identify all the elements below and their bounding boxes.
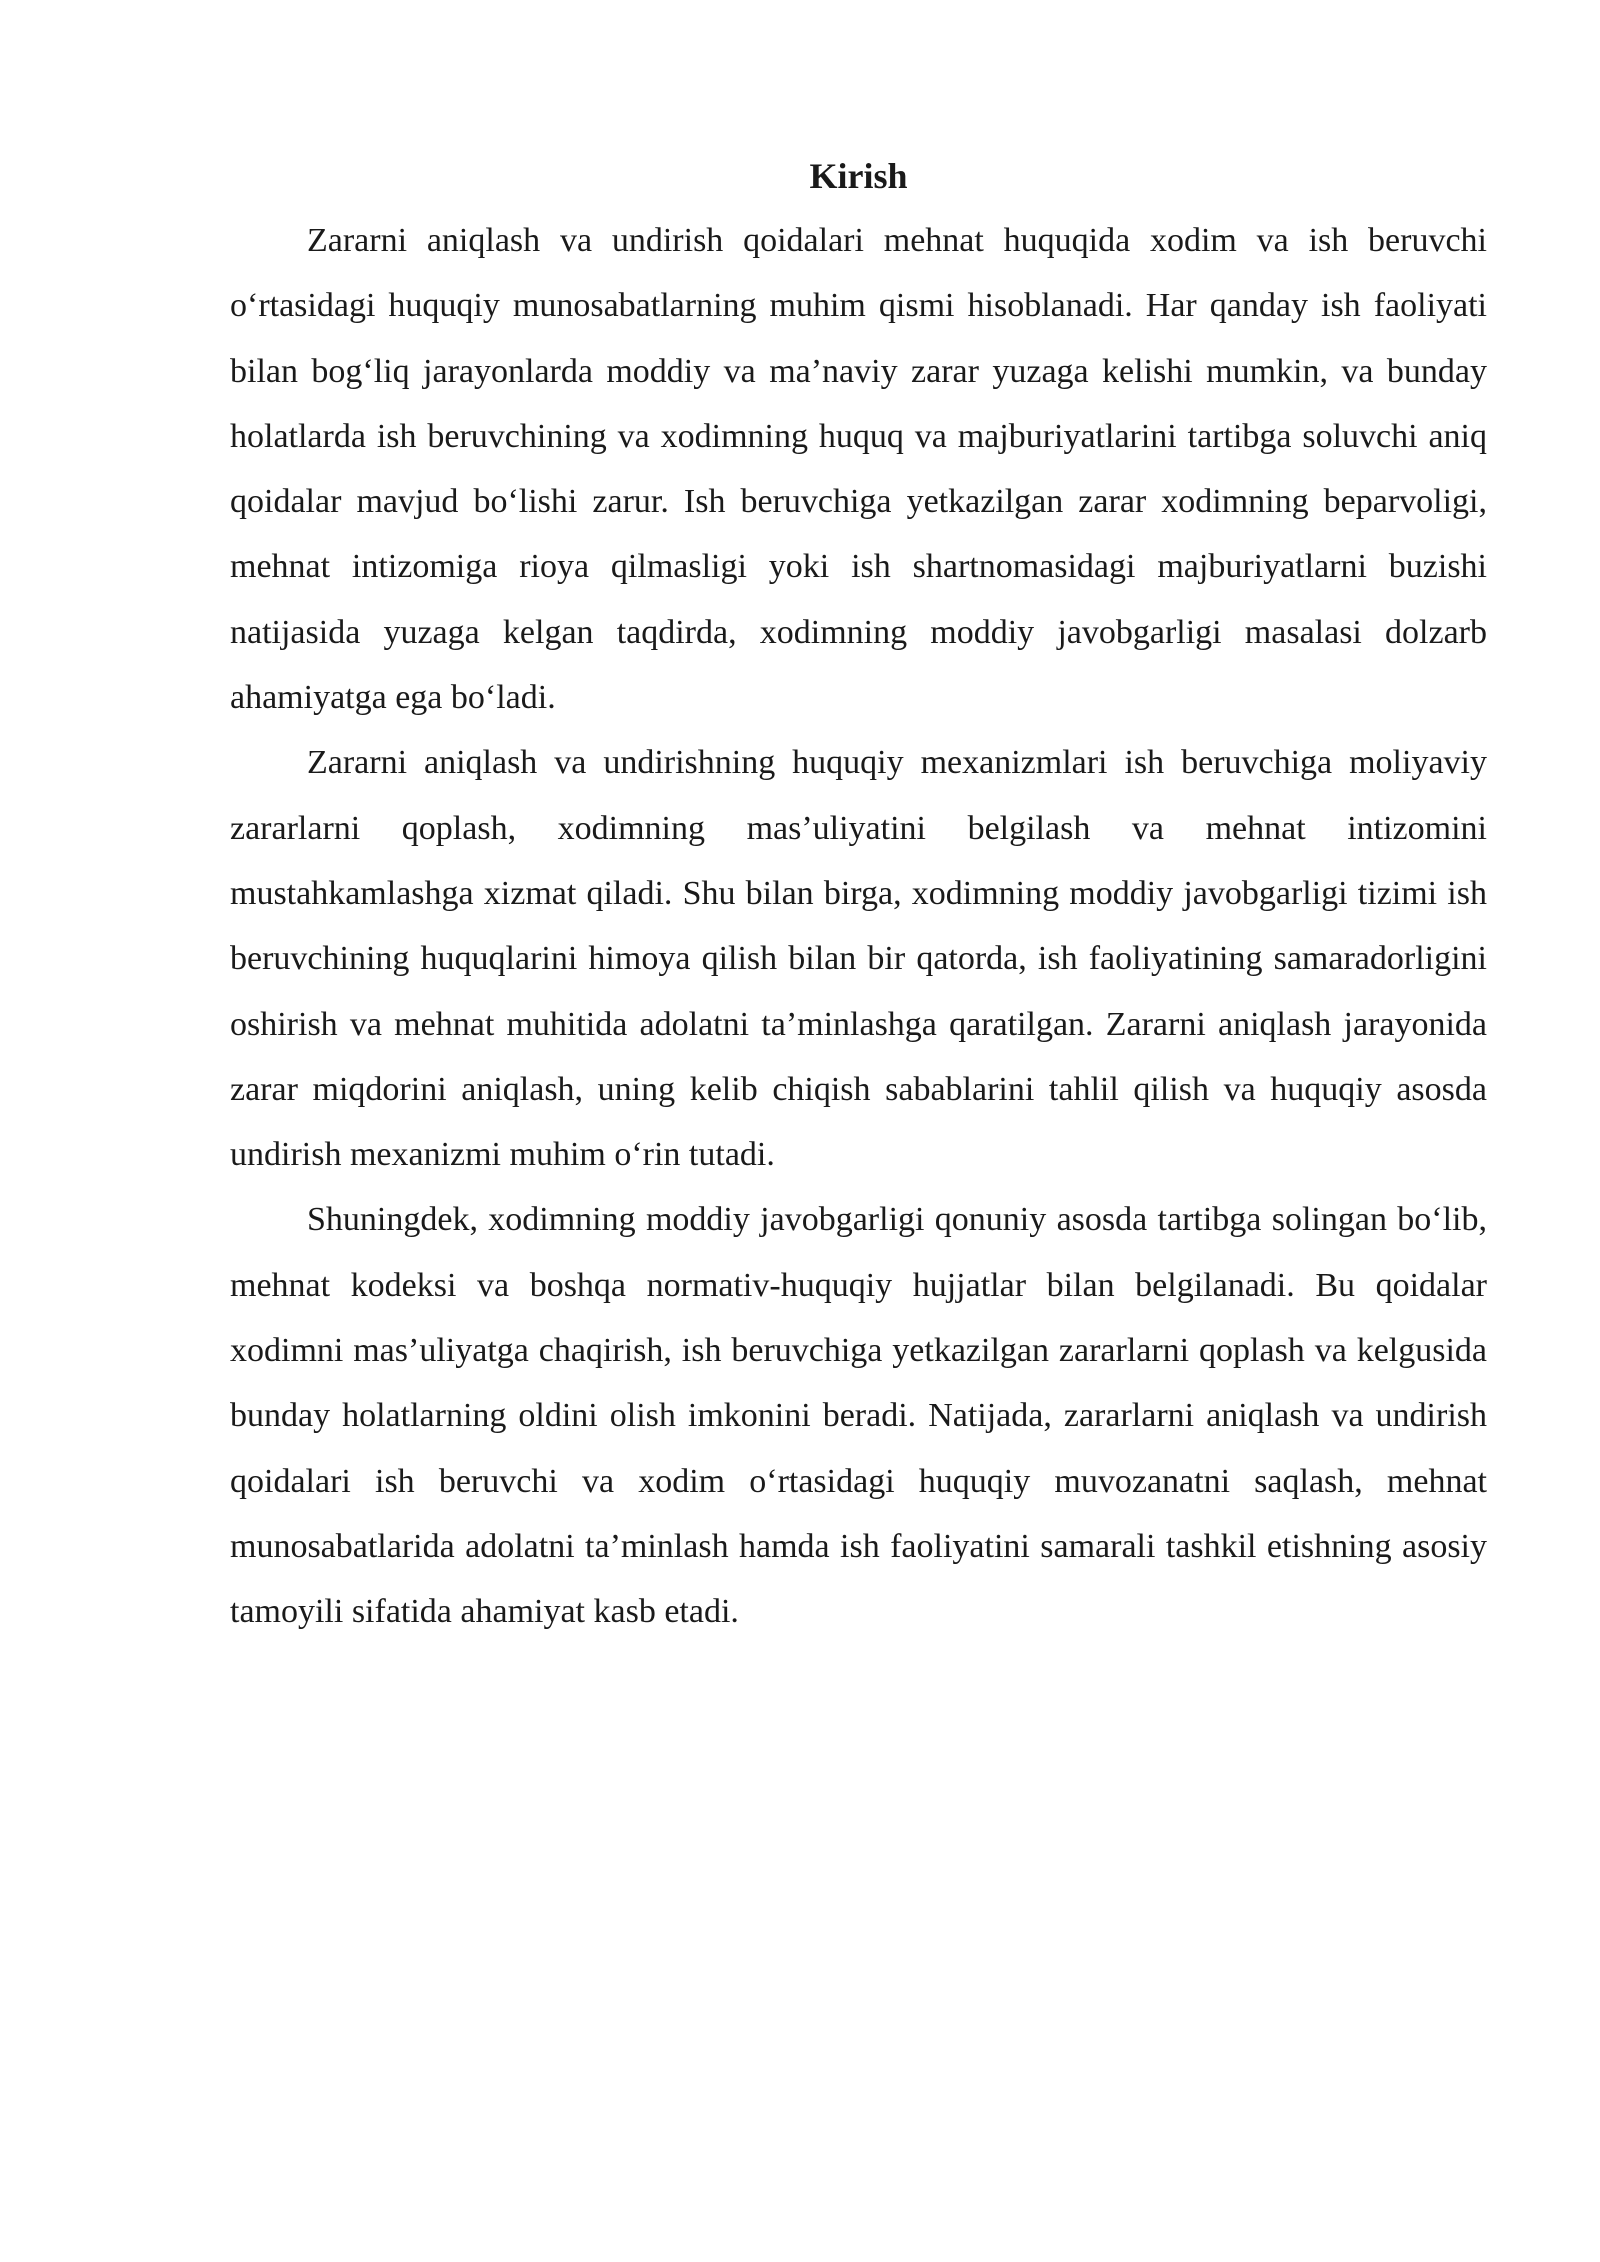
paragraph-1: Zararni aniqlash va undirish qoidalari mehnat huquqida xodim va ish beruvchi o‘rtasidagi huquqiy munosabatlarning muhim qismi hisoblanadi. Har qanday ish faoliyati bilan bog‘liq jarayonlarda moddiy va ma’naviy zarar yuzaga kelishi mumkin, va bunday holatlarda ish beruvchining va xodimning huquq va majburiyatlarini tartibga soluvchi aniq qoidalar mavjud bo‘lishi zarur. Ish beruvchiga yetkazilgan zarar xodimning beparvoligi, mehnat intizomiga rioya qilmasligi yoki ish shartnomasidagi majburiyatlarni buzishi natijasida yuzaga kelgan taqdirda, xodimning moddiy javobgarligi masalasi dolzarb ahamiyatga ega bo‘ladi.	[230, 222, 1487, 717]
page-title: Kirish	[809, 156, 908, 196]
paragraph-3: Shuningdek, xodimning moddiy javobgarligi qonuniy asosda tartibga solingan bo‘lib, mehnat kodeksi va boshqa normativ-huquqiy hujjatlar bilan belgilanadi. Bu qoidalar xodimni mas’uliyatga chaqirish, ish beruvchiga yetkazilgan zararlarni qoplash va kelgusida bunday holatlarning oldini olish imkonini beradi. Natijada, zararlarni aniqlash va undirish qoidalari ish beruvchi va xodim o‘rtasidagi huquqiy muvozanatni saqlash, mehnat munosabatlarida adolatni ta’minlash hamda ish faoliyatini samarali tashkil etishning asosiy tamoyili sifatida ahamiyat kasb etadi.	[230, 1201, 1487, 1631]
document-body	[230, 150, 1487, 1645]
paragraph-2: Zararni aniqlash va undirishning huquqiy mexanizmlari ish beruvchiga moliyaviy zararlarni qoplash, xodimning mas’uliyatini belgilash va mehnat intizomini mustahkamlashga xizmat qiladi. Shu bilan birga, xodimning moddiy javobgarligi tizimi ish beruvchining huquqlarini himoya qilish bilan bir qatorda, ish faoliyatining samaradorligini oshirish va mehnat muhitida adolatni ta’minlashga qaratilgan. Zararni aniqlash jarayonida zarar miqdorini aniqlash, uning kelib chiqish sabablarini tahlil qilish va huquqiy asosda undirish mexanizmi muhim o‘rin tutadi.	[230, 744, 1487, 1174]
